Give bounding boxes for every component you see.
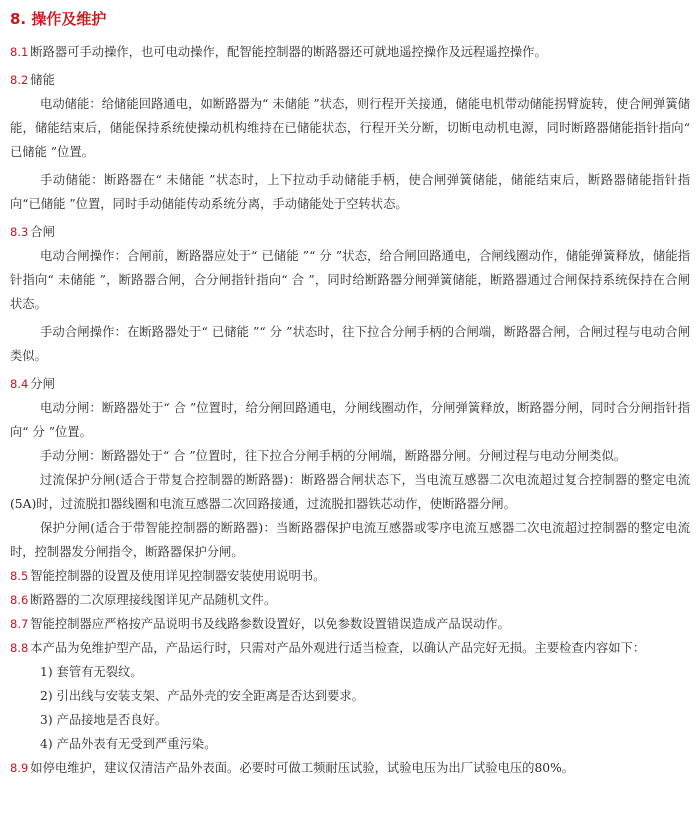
clause-text: 断路器的二次原理接线图详见产品随机文件。 bbox=[30, 593, 277, 607]
list-item: 3) 产品接地是否良好。 bbox=[40, 713, 168, 727]
paragraph-protection-opening: 保护分闸(适合于带智能控制器的断路器)：当断路器保护电流互感器或零序电流互感器二次电流超过控制器的整定电流时，控制器发分闸指令，断路器保护分闸。 bbox=[10, 521, 690, 559]
paragraph-electric-closing: 电动合闸操作：合闸前，断路器应处于“ 已储能 ”“ 分 ”状态，给合闸回路通电，合闸线圈动作，储能弹簧释放，储能指针指向“ 未储能 ”，断路器合闸，合分闸指针指向“ 合 ”，同时给断路器分闸弹簧储能，断路器通过合闸保持系统保持在合闸状态。 bbox=[10, 249, 690, 311]
paragraph-manual-charging: 手动储能：断路器在“ 未储能 ”状态时，上下拉动手动储能手柄，使合闸弹簧储能，储能结束后，断路器储能指针指向“已储能 ”位置，同时手动储能传动系统分离，手动储能处于空转状态。 bbox=[10, 173, 690, 211]
clause-heading: 储能 bbox=[30, 73, 55, 87]
paragraph-manual-opening: 手动分闸：断路器处于“ 合 ”位置时，往下拉合分闸手柄的分闸端，断路器分闸。分闸过程与电动分闸类似。 bbox=[40, 449, 627, 463]
clause-text: 如停电维护，建议仅清洁产品外表面。必要时可做工频耐压试验，试验电压为出厂试验电压的80%。 bbox=[30, 761, 575, 775]
clause-number: 8.3 bbox=[10, 225, 29, 239]
clause-text: 本产品为免维护型产品，产品运行时，只需对产品外观进行适当检查，以确认产品完好无损。主要检查内容如下： bbox=[30, 641, 646, 655]
clause-number: 8.9 bbox=[10, 761, 29, 775]
list-item: 4) 产品外表有无受到严重污染。 bbox=[40, 737, 217, 751]
list-item: 1) 套管有无裂纹。 bbox=[40, 665, 143, 679]
clause-number: 8.2 bbox=[10, 73, 29, 87]
clause-8-9 bbox=[10, 756, 690, 780]
clause-8-5 bbox=[10, 564, 690, 588]
clause-text: 智能控制器应严格按产品说明书及线路参数设置好，以免参数设置错误造成产品误动作。 bbox=[30, 617, 510, 631]
paragraph-electric-charging: 电动储能：给储能回路通电，如断路器为“ 未储能 ”状态，则行程开关接通，储能电机带动储能拐臂旋转，使合闸弹簧储能，储能结束后，储能保持系统使操动机构维持在已储能状态，行程开关分断，切断电动机电源，同时断路器储能指针指向“ 已储能 ”位置。 bbox=[10, 97, 690, 159]
clause-8-2-heading bbox=[10, 68, 690, 92]
clause-number: 8.8 bbox=[10, 641, 29, 655]
paragraph-electric-opening: 电动分闸：断路器处于“ 合 ”位置时，给分闸回路通电，分闸线圈动作，分闸弹簧释放，断路器分闸，同时合分闸指针指向“ 分 ”位置。 bbox=[10, 401, 690, 439]
clause-number: 8.5 bbox=[10, 569, 29, 583]
clause-8-4-heading bbox=[10, 372, 690, 396]
clause-number: 8.6 bbox=[10, 593, 29, 607]
paragraph-manual-closing: 手动合闸操作：在断路器处于“ 已储能 ”“ 分 ”状态时，往下拉合分闸手柄的合闸端，断路器合闸，合闸过程与电动合闸类似。 bbox=[10, 325, 690, 363]
list-item: 2) 引出线与安装支架、产品外壳的安全距离是否达到要求。 bbox=[40, 689, 364, 703]
clause-number: 8.1 bbox=[10, 45, 29, 59]
clause-text: 断路器可手动操作，也可电动操作，配智能控制器的断路器还可就地遥控操作及远程遥控操作。 bbox=[30, 45, 547, 59]
clause-heading: 分闸 bbox=[30, 377, 55, 391]
clause-8-6 bbox=[10, 588, 690, 612]
clause-8-8 bbox=[10, 636, 690, 660]
clause-8-3-heading bbox=[10, 220, 690, 244]
clause-text: 智能控制器的设置及使用详见控制器安装使用说明书。 bbox=[30, 569, 326, 583]
clause-number: 8.4 bbox=[10, 377, 29, 391]
clause-8-1 bbox=[10, 40, 690, 64]
clause-number: 8.7 bbox=[10, 617, 29, 631]
section-title: 8. 操作及维护 bbox=[10, 10, 107, 28]
clause-8-7 bbox=[10, 612, 690, 636]
clause-heading: 合闸 bbox=[30, 225, 55, 239]
paragraph-overcurrent-opening: 过流保护分闸(适合于带复合控制器的断路器)：断路器合闸状态下，当电流互感器二次电流超过复合控制器的整定电流(5A)时，过流脱扣器线圈和电流互感器二次回路接通，过流脱扣器铁芯动作，使断路器分闸。 bbox=[10, 473, 690, 511]
